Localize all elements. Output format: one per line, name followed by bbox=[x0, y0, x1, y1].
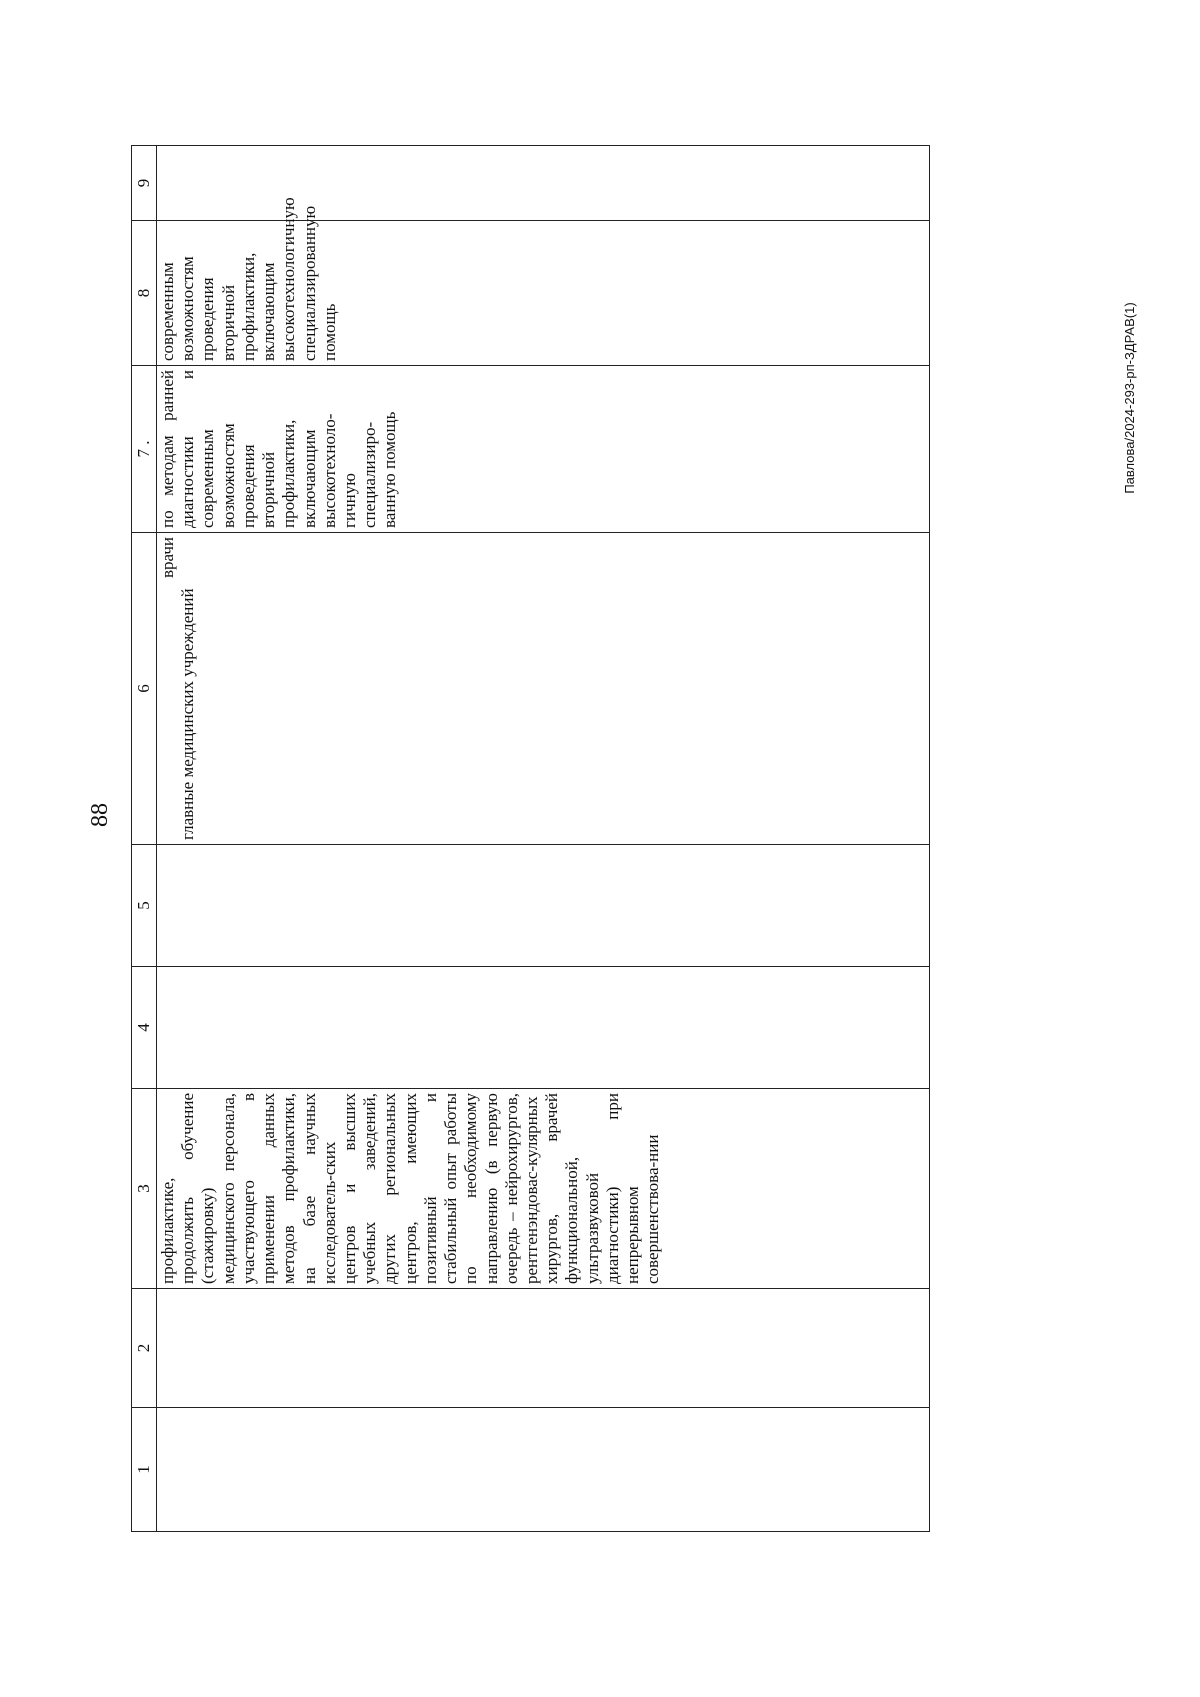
column-number-1: 1 bbox=[132, 1408, 157, 1532]
header-row bbox=[132, 146, 157, 1532]
cell-col-7: по методам ранней диагностики и современным возможностям проведения вторичной профилактики, включающим высокотехноло-гичную специализиро-ванную помощь bbox=[157, 366, 930, 533]
measures-table bbox=[131, 145, 930, 1532]
column-number-2: 2 bbox=[132, 1289, 157, 1408]
cell-col-9 bbox=[157, 146, 930, 221]
column-number-9: 9 bbox=[132, 146, 157, 221]
page-number: 88 bbox=[87, 803, 113, 827]
column-number-5: 5 bbox=[132, 845, 157, 967]
column-number-7: 7 . bbox=[132, 366, 157, 533]
table-row bbox=[157, 146, 930, 1532]
cell-col-5 bbox=[157, 845, 930, 967]
rotated-table bbox=[131, 146, 931, 1532]
column-number-3: 3 bbox=[132, 1089, 157, 1289]
column-number-6: 6 bbox=[132, 533, 157, 845]
cell-col-8: современным возможностям проведения вторичной профилактики, включающим высокотехнологичную специализированную помощь bbox=[157, 221, 930, 366]
col6-top-line bbox=[158, 537, 178, 840]
document-id: Павлова/2024-293-рп-ЗДРАВ(1) bbox=[1122, 302, 1137, 494]
cell-col-3: профилактике, продолжить обучение (стажировку) медицинского персонала, участвующего в применении данных методов профилактики, на базе научных исследователь-ских центров и высших учебных заведений, других региональных центров, имеющих позитивный и стабильный опыт работы по необходимому направлению (в первую очередь – нейрохирургов, рентгенэндовас-кулярных хирургов, врачей функциональной, ультразвуковой диагностики) при непрерывном совершенствова-нии bbox=[157, 1089, 930, 1289]
cell-col-6 bbox=[157, 533, 930, 845]
column-number-8: 8 bbox=[132, 221, 157, 366]
col6-right-word: врачи bbox=[158, 537, 177, 579]
column-number-4: 4 bbox=[132, 967, 157, 1089]
col6-text: главные медицинских учреждений bbox=[178, 588, 198, 840]
cell-col-4 bbox=[157, 967, 930, 1089]
cell-col-2 bbox=[157, 1289, 930, 1408]
cell-col-1 bbox=[157, 1408, 930, 1532]
